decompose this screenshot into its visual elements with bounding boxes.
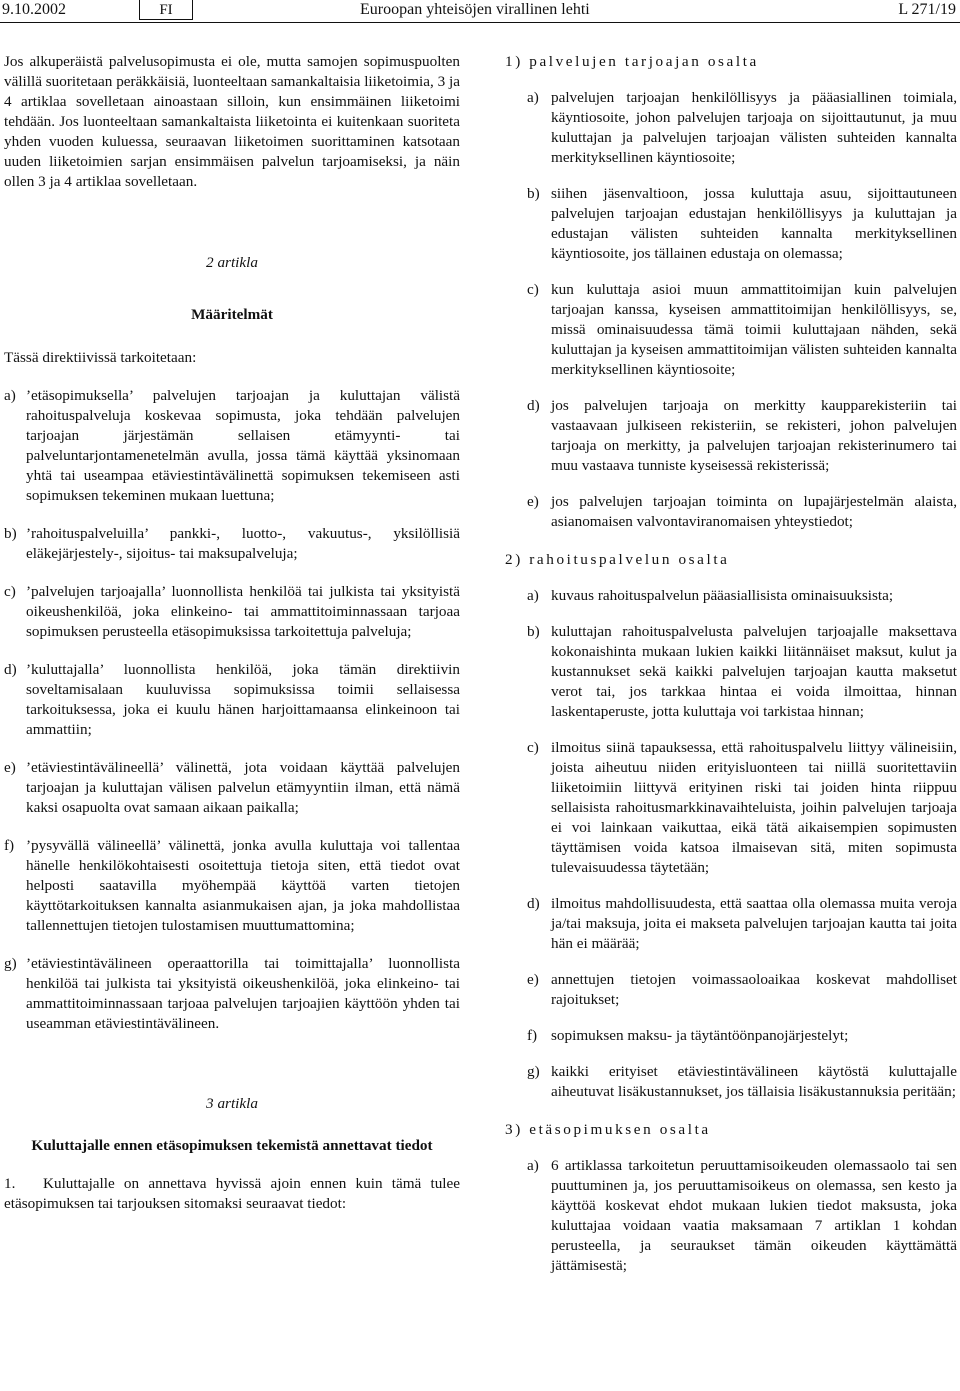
definition-a — [4, 386, 460, 506]
definition-label: c) — [4, 583, 16, 600]
item-label: a) — [527, 1157, 539, 1174]
item-label: g) — [527, 1063, 540, 1080]
item-label: e) — [527, 971, 539, 988]
definition-label: e) — [4, 759, 16, 776]
item-text: kaikki erityiset etäviestintävälineen käytöstä kuluttajalle aiheutuvat lisäkustannukset, jos tällaisia lisäkustannuksia peritään; — [551, 1063, 957, 1100]
item-text: annettujen tietojen voimassaoloaikaa koskevat mahdolliset rajoitukset; — [551, 971, 957, 1008]
item-text: kuvaus rahoituspalvelun pääasiallisista ominaisuuksista; — [551, 587, 894, 604]
item-text: jos palvelujen tarjoajan toiminta on lupajärjestelmän alaista, asianomaisen valvontaviranomaisen yhteystiedot; — [551, 493, 957, 530]
article-2-number: 2 artikla — [206, 254, 258, 271]
definition-text: ’etäsopimuksella’ palvelujen tarjoajan ja kuluttajan välistä rahoituspalveluja koskevaa sopimusta, joka tehdään palvelujen tarjoajan järjestämän sellaisen etämyynti- tai palveluntarjontamenetelmän avulla, jossa tämä käyttää yksinomaan yhtä tai useampaa etäviestintävälinettä sopimuksen tekemiseen asti sopimuksen tekeminen mukaan luettuna; — [26, 387, 460, 504]
section-1-item-e — [505, 492, 957, 532]
item-text: kuluttajan rahoituspalvelusta palvelujen tarjoajalle maksettava kokonaishinta mukaan lukien kaikki liitännäiset maksut, kulut ja kustannukset sekä kaikki palvelujen tarjoajan kautta maksetut verot tai, jos tarkkaa hintaa ei voida ilmoittaa, hinnan laskentaperuste, jotta kuluttaja voi tarkistaa hinnan; — [551, 623, 957, 720]
definition-text: ’kuluttajalla’ luonnollista henkilöä, joka tämän direktiivin soveltamisalaan kuuluvissa sopimuksissa toimii sellaisessa tarkoituksessa, joka ei kuulu hänen harjoittamaansa elinkeinoon tai ammattiin; — [26, 661, 460, 738]
definition-b — [4, 524, 460, 564]
definition-text: ’etäviestintävälineellä’ välinettä, jota voidaan käyttää palvelujen tarjoajan ja kuluttajan välisen palvelun etämyyntiin ilman, että nämä kaksi osapuolta ovat samaan aikaan paikalla; — [26, 759, 460, 816]
section-1-item-d — [505, 396, 957, 476]
item-label: a) — [527, 89, 539, 106]
item-label: c) — [527, 739, 539, 756]
section-1-heading: 1) palvelujen tarjoajan osalta — [505, 53, 759, 70]
article-2-title: Määritelmät — [191, 306, 273, 323]
definition-text: ’pysyvällä välineellä’ välinettä, jonka avulla kuluttaja voi tallentaa hänelle henkilökohtaisesti osoitettuja tietoja siten, että tiedot ovat helposti saatavilla myöhempää käyttöä varten tietojen käyttötarkoituksen kannalta asianmukaisen ajan, ja joka mahdollistaa tallennettujen tietojen tulostamisen muuttumattomina; — [26, 837, 460, 934]
section-2-item-f — [505, 1026, 957, 1046]
item-text: siihen jäsenvaltioon, jossa kuluttaja asuu, sijoittautuneen palvelujen tarjoajan edustajan henkilöllisyys ja kuluttajan ja edustajan välisten suhteiden kannalta merkityksellinen käyntiosoite, jos tällainen edustaja on olemassa; — [551, 185, 957, 262]
article-3-title: Kuluttajalle ennen etäsopimuksen tekemistä annettavat tiedot — [31, 1137, 433, 1154]
section-1-item-c — [505, 280, 957, 380]
section-2-item-e — [505, 970, 957, 1010]
item-label: d) — [527, 895, 540, 912]
item-text: ilmoitus siinä tapauksessa, että rahoituspalvelu liittyy välineisiin, joista aiheutuu niiden erityisluonteen tai niillä suoritettaviin liiketoimiin liittyvä erityinen riski tai joiden hinta riippuu sellaisista rahoitusmarkkinavaihteluista, joihin palvelujen tarjoaja ei voi lainkaan vaikuttaa, eikä tätä aikaisempien sopimusten täyttämisen voida katsoa ilmaisevan sitä, miten sopimusta tulevaisuudessa täytetään; — [551, 739, 957, 876]
section-2-item-g — [505, 1062, 957, 1102]
definition-label: f) — [4, 837, 15, 854]
language-badge: FI — [139, 0, 193, 20]
item-label: c) — [527, 281, 539, 298]
item-label: b) — [527, 185, 540, 202]
section-2-item-c — [505, 738, 957, 878]
definition-label: b) — [4, 525, 17, 542]
item-label: f) — [527, 1027, 538, 1044]
definition-d — [4, 660, 460, 740]
section-1-item-b — [505, 184, 957, 264]
section-3-heading: 3) etäsopimuksen osalta — [505, 1121, 711, 1138]
definition-label: g) — [4, 955, 17, 972]
article-3-paragraph-1: 1. Kuluttajalle on annettava hyvissä ajoin ennen kuin tämä tulee etäsopimuksen tai tarjouksen sitomaksi seuraavat tiedot: — [4, 1175, 464, 1212]
left-column — [4, 52, 464, 1214]
item-text: jos palvelujen tarjoaja on merkitty kaupparekisteriin tai vastaavaan julkiseen rekisteriin, se rekisteri, johon palvelujen tarjoaja on merkitty, ja palvelujen tarjoajan rekisterinumero tai muu vastaava tunniste kyseisessä rekisterissä; — [551, 397, 957, 474]
item-label: e) — [527, 493, 539, 510]
page-reference: L 271/19 — [898, 1, 956, 18]
item-text: ilmoitus mahdollisuudesta, että saattaa olla olemassa muita veroja ja/tai maksuja, joita ei makseta palvelujen tarjoajan kautta tai joita hän ei määrää; — [551, 895, 957, 952]
article-2-lead: Tässä direktiivissä tarkoitetaan: — [4, 349, 197, 366]
definition-label: a) — [4, 387, 16, 404]
section-3-item-a — [505, 1156, 957, 1276]
article-3-number: 3 artikla — [206, 1095, 258, 1112]
item-text: kun kuluttaja asioi muun ammattitoimijan kuin palvelujen tarjoajan kanssa, kyseisen ammattitoimijan henkilöllisyys, se, missä ominaisuudessa tämä toimii kuluttajaan nähden, sekä kuluttajan ja kyseisen ammattitoimijan välisten suhteiden kannalta merkityksellinen käyntiosoite; — [551, 281, 957, 378]
definition-f — [4, 836, 460, 936]
item-label: d) — [527, 397, 540, 414]
intro-paragraph: Jos alkuperäistä palvelusopimusta ei ole, mutta samojen sopimuspuolten välillä suoritetaan peräkkäisiä, luonteeltaan samankaltaisia liiketoimia, 3 ja 4 artiklaa sovelletaan ainoastaan silloin, kun ensimmäinen liiketoimi tehdään. Jos luonteeltaan samankaltaista liiketointa ei kuitenkaan suoriteta yhden vuoden kuluessa, seuraavan liiketoimen suorittaminen katsotaan uuden liiketoimien sarjan ensimmäisen palvelun tarjoamiseksi, ja näin ollen 3 ja 4 artiklaa sovelletaan. — [4, 53, 460, 190]
page-header — [0, 0, 960, 22]
header-rule — [0, 22, 960, 23]
section-2-item-a — [505, 586, 957, 606]
section-2-heading: 2) rahoituspalvelun osalta — [505, 551, 730, 568]
item-label: a) — [527, 587, 539, 604]
item-text: sopimuksen maksu- ja täytäntöönpanojärjestelyt; — [551, 1027, 849, 1044]
section-2-item-d — [505, 894, 957, 954]
item-text: palvelujen tarjoajan henkilöllisyys ja pääasiallinen toimiala, käyntiosoite, johon palvelujen tarjoaja on sijoittautunut, ja muu kuluttajan ja palvelujen tarjoajan välisten suhteiden kannalta merkityksellinen käyntiosoite; — [551, 89, 957, 166]
item-text: 6 artiklassa tarkoitetun peruuttamisoikeuden olemassaolo tai sen puuttuminen ja, jos peruuttamisoikeus on olemassa, sen kesto ja käyttöä koskevat ehdot mukaan lukien tiedot maksusta, joka kuluttajaa voidaan vaatia maksamaan 7 artiklan 1 kohdan perusteella, ja seuraukset tämän oikeuden käyttämättä jättämisestä; — [551, 1157, 957, 1274]
definition-text: ’etäviestintävälineen operaattorilla tai toimittajalla’ luonnollista henkilöä tai julkista tai yksityistä oikeushenkilöä, joka elinkeino- tai ammattitoiminnassaan tarjoaa palvelujen tarjoajien käyttöön yhden tai useamman etäviestintävälineen. — [26, 955, 460, 1032]
publication-date: 9.10.2002 — [2, 1, 66, 18]
section-1-item-a — [505, 88, 957, 168]
definition-text: ’palvelujen tarjoajalla’ luonnollista henkilöä tai julkista tai yksityistä oikeushenkilöä, joka elinkeino- tai ammattitoiminnassaan tarjoaa sopimuksen perusteella etäsopimuksissa tarkoitettuja palveluja; — [26, 583, 460, 640]
definition-g — [4, 954, 460, 1034]
journal-title: Euroopan yhteisöjen virallinen lehti — [360, 1, 590, 18]
right-column — [505, 52, 957, 1276]
definition-c — [4, 582, 460, 642]
definition-e — [4, 758, 460, 818]
section-2-item-b — [505, 622, 957, 722]
definition-text: ’rahoituspalveluilla’ pankki-, luotto-, vakuutus-, yksilöllisiä eläkejärjestely-, sijoitus- tai maksupalveluja; — [26, 525, 460, 562]
item-label: b) — [527, 623, 540, 640]
definition-label: d) — [4, 661, 17, 678]
